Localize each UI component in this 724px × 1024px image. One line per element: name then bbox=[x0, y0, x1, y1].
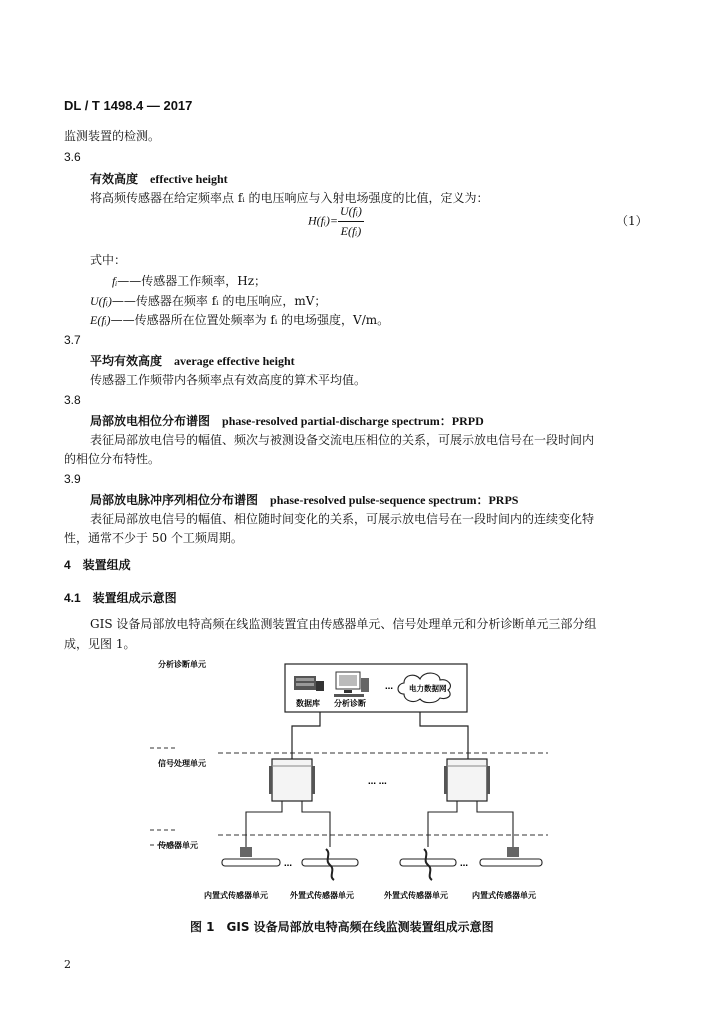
equation-1 bbox=[308, 204, 364, 239]
standard-number: DL / T 1498.4 — 2017 bbox=[64, 98, 193, 113]
paragraph-4-1-line1: GIS 设备局部放电特高频在线监测装置宜由传感器单元、信号处理单元和分析诊断单元三部分组 bbox=[90, 617, 597, 631]
definition-3-7: 传感器工作频带内各频率点有效高度的算术平均值。 bbox=[90, 373, 367, 387]
term-en: average effective height bbox=[174, 354, 295, 368]
ellipsis-top: … bbox=[385, 682, 393, 691]
term-cn: 局部放电脉冲序列相位分布谱图 bbox=[90, 493, 259, 507]
equation-numerator: U(fᵢ) bbox=[338, 204, 364, 222]
variable-description: ——传感器所在位置处频率为 fᵢ 的电场强度，V/m。 bbox=[110, 313, 390, 327]
section-3-7-number: 3.7 bbox=[64, 333, 81, 347]
definition-3-8-line2: 的相位分布特性。 bbox=[64, 452, 161, 466]
variable-description: ——传感器在频率 fᵢ 的电压响应，mV； bbox=[111, 294, 327, 308]
definition-3-8-line1: 表征局部放电信号的幅值、频次与被测设备交流电压相位的关系，可展示放电信号在一段时间内 bbox=[90, 433, 595, 447]
definition-3-9-line2: 性，通常不少于 50 个工频周期。 bbox=[64, 531, 243, 545]
term-effective-height bbox=[90, 170, 228, 187]
definition-3-9-line1: 表征局部放电信号的幅值、相位随时间变化的关系，可展示放电信号在一段时间内的连续变化特 bbox=[90, 512, 595, 526]
where-label: 式中： bbox=[90, 253, 127, 267]
variable-symbol: fᵢ bbox=[112, 274, 118, 288]
term-prpd bbox=[90, 412, 484, 429]
variable-symbol: U(fᵢ) bbox=[90, 294, 112, 308]
link-line bbox=[292, 712, 320, 759]
sensor-label-builtin-right: 内置式传感器单元 bbox=[472, 891, 536, 900]
equation-denominator: E(fᵢ) bbox=[340, 224, 362, 238]
link-line bbox=[477, 801, 513, 847]
sensor-label-external-left: 外置式传感器单元 bbox=[290, 891, 354, 900]
equation-number: （1） bbox=[616, 214, 648, 228]
variable-e bbox=[90, 311, 389, 328]
built-in-sensor bbox=[240, 847, 252, 857]
layer-label-signal: 信号处理单元 bbox=[158, 759, 206, 768]
ellipsis-middle: … … bbox=[368, 777, 387, 786]
definition-3-6: 将高频传感器在给定频率点 fᵢ 的电压响应与入射电场强度的比值，定义为： bbox=[90, 191, 489, 205]
equation-left: H(fᵢ)= bbox=[308, 213, 338, 228]
link-line bbox=[420, 712, 468, 759]
signal-processor-left bbox=[269, 759, 315, 801]
term-cn: 局部放电相位分布谱图 bbox=[90, 414, 211, 428]
built-in-sensor bbox=[507, 847, 519, 857]
paragraph-4-1-line2: 成，见图 1。 bbox=[64, 637, 136, 651]
term-en: phase-resolved partial-discharge spectrum：PRPD bbox=[222, 414, 484, 428]
gis-pipe-right bbox=[400, 847, 542, 880]
section-3-6-number: 3.6 bbox=[64, 150, 81, 164]
term-en: phase-resolved pulse-sequence spectrum：PRPS bbox=[270, 493, 519, 507]
gis-pipe-left bbox=[222, 847, 358, 880]
layer-label-analysis: 分析诊断单元 bbox=[158, 660, 206, 669]
system-composition-diagram bbox=[148, 654, 568, 904]
section-3-9-number: 3.9 bbox=[64, 472, 81, 486]
equation-fraction bbox=[338, 204, 364, 239]
variable-description: ——传感器工作频率，Hz； bbox=[117, 274, 267, 288]
link-line bbox=[428, 801, 457, 847]
section-3-8-number: 3.8 bbox=[64, 393, 81, 407]
term-prps bbox=[90, 491, 518, 508]
term-en: effective height bbox=[150, 172, 228, 186]
link-line bbox=[246, 801, 282, 847]
signal-processor-right bbox=[444, 759, 490, 801]
figure-caption: 图 1 GIS 设备局部放电特高频在线监测装置组成示意图 bbox=[190, 920, 494, 934]
ellipsis-sensor: … bbox=[284, 859, 292, 868]
variable-f bbox=[112, 272, 266, 289]
term-cn: 有效高度 bbox=[90, 172, 139, 186]
continuation-text: 监测装置的检测。 bbox=[64, 129, 161, 143]
ellipsis-sensor: … bbox=[460, 859, 468, 868]
section-4-1-title: 4.1 装置组成示意图 bbox=[64, 591, 177, 605]
sensor-label-external-right: 外置式传感器单元 bbox=[384, 891, 448, 900]
cloud-label: 电力数据网 bbox=[409, 684, 447, 693]
sensor-label-builtin-left: 内置式传感器单元 bbox=[204, 891, 268, 900]
database-label: 数据库 bbox=[296, 699, 320, 708]
term-average-effective-height bbox=[90, 352, 295, 369]
layer-label-sensor: 传感器单元 bbox=[158, 841, 198, 850]
link-line bbox=[302, 801, 330, 847]
analysis-label: 分析诊断 bbox=[334, 699, 366, 708]
variable-u bbox=[90, 292, 326, 309]
section-4-title: 4 装置组成 bbox=[64, 558, 131, 572]
page-number: 2 bbox=[64, 958, 71, 971]
variable-symbol: E(fᵢ) bbox=[90, 313, 111, 327]
term-cn: 平均有效高度 bbox=[90, 354, 163, 368]
